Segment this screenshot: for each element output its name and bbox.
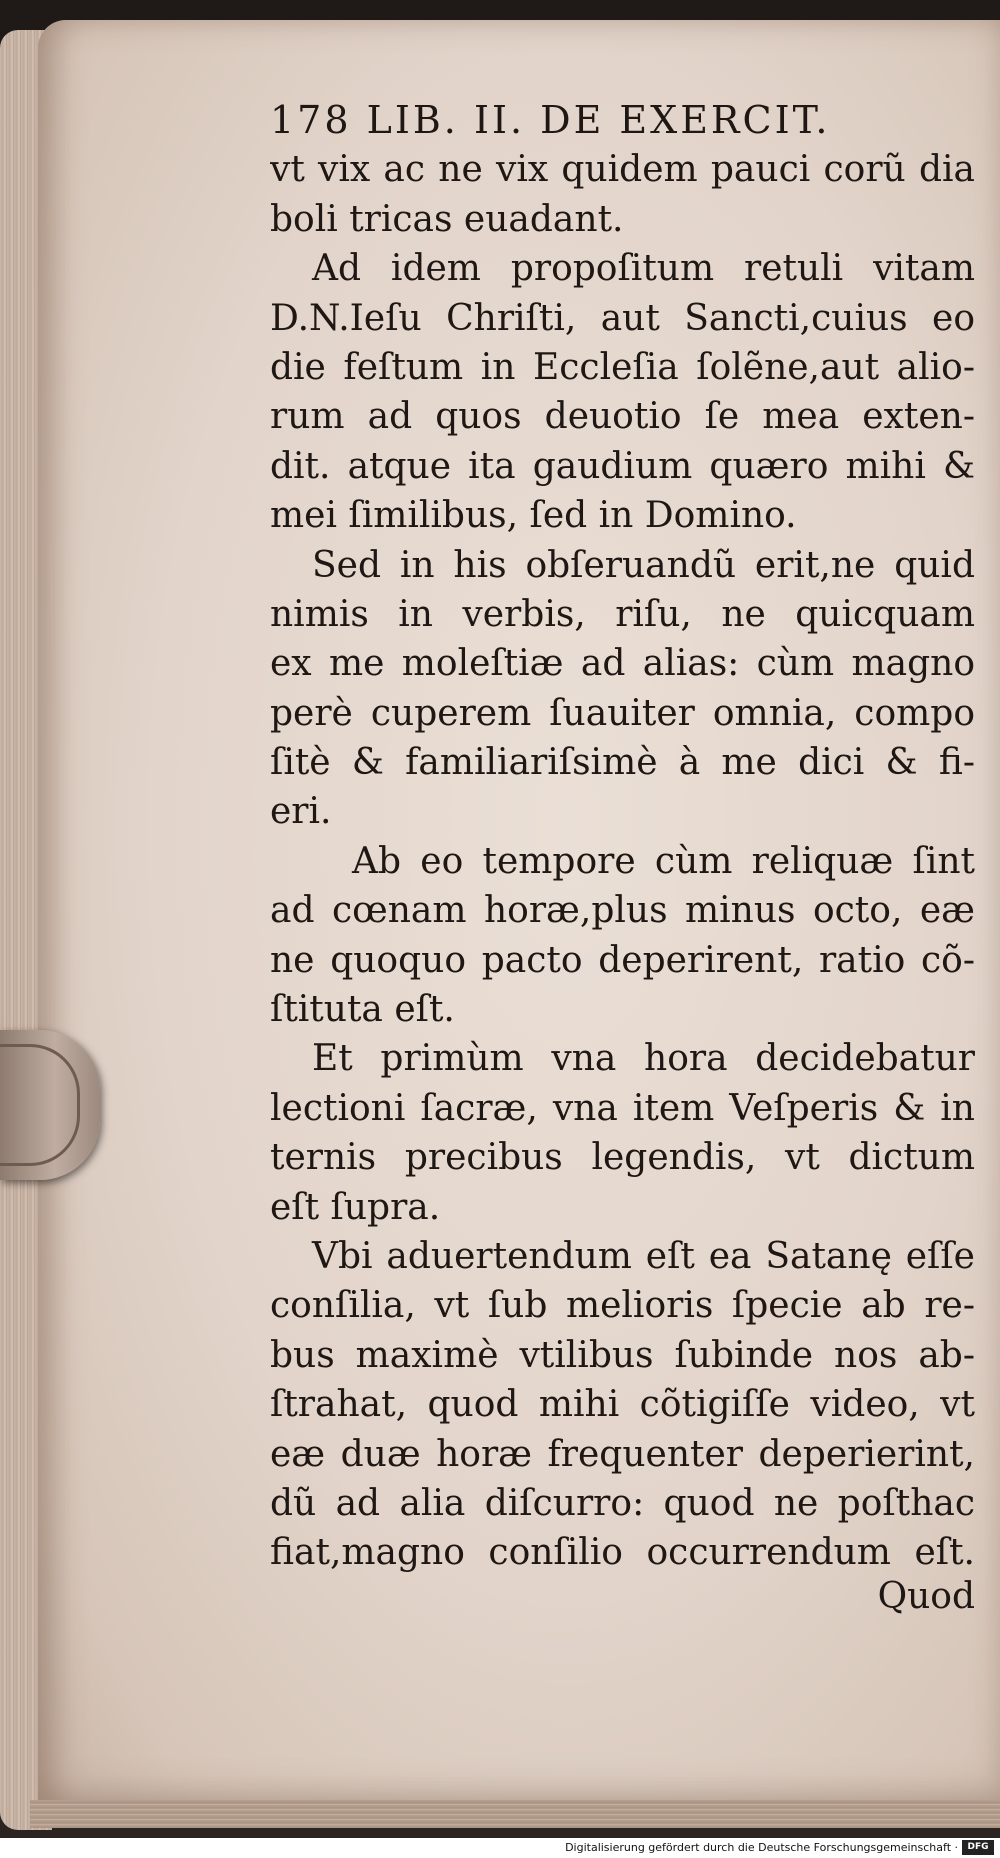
- text-line: die feſtum in Eccleſia ſolẽne,aut alio-: [270, 346, 975, 388]
- text-line: mei ſimilibus, ſed in Domino.: [270, 495, 797, 537]
- text-line: eæ duæ horæ frequenter deperierint,: [270, 1433, 975, 1475]
- text-line: ſtrahat, quod mihi cõtigiſſe video, vt: [270, 1384, 975, 1426]
- page-text: [270, 96, 975, 1578]
- text-line: fiat,magno conſilio occurrendum eſt.: [270, 1532, 975, 1574]
- text-line: conſilia, vt ſub melioris ſpecie ab re-: [270, 1285, 975, 1327]
- text-line: dit. atque ita gaudium quæro mihi &: [270, 445, 975, 487]
- text-line: ternis precibus legendis, vt dictum: [270, 1137, 975, 1179]
- text-lines: [270, 145, 975, 1577]
- text-line: eri.: [270, 791, 332, 833]
- text-line: Sed in his obſeruandũ erit,ne quid: [312, 544, 975, 586]
- text-line: dũ ad alia diſcurro: quod ne poſthac: [270, 1482, 975, 1524]
- text-line: ad cœnam horæ,plus minus octo, eæ: [270, 890, 975, 932]
- text-line: lectioni ſacræ, vna item Veſperis & in: [270, 1087, 975, 1129]
- dfg-logo: DFG: [962, 1840, 994, 1855]
- text-line: ne quoquo pacto deperirent, ratio cõ-: [270, 939, 975, 981]
- catchword: Quod: [877, 1576, 975, 1617]
- text-line: bus maximè vtilibus ſubinde nos ab-: [270, 1334, 975, 1376]
- text-line: vt vix ac ne vix quidem pauci corũ dia: [270, 149, 975, 191]
- page-clip-loop: [0, 1044, 80, 1166]
- text-line: ſtituta eſt.: [270, 989, 455, 1031]
- text-line: rum ad quos deuotio ſe mea exten-: [270, 396, 975, 438]
- text-line: ex me moleſtiæ ad alias: cùm magno: [270, 643, 975, 685]
- text-line: Vbi aduertendum eſt ea Satanę eſſe: [312, 1235, 975, 1277]
- text-line: Ab eo tempore cùm reliquæ ſint: [352, 840, 975, 882]
- text-line: boli tricas euadant.: [270, 198, 624, 240]
- running-head: 178 LIB. II. DE EXERCIT.: [270, 98, 831, 142]
- text-line: Et primùm vna hora decidebatur: [312, 1038, 975, 1080]
- text-line: eſt ſupra.: [270, 1186, 441, 1228]
- text-line: Ad idem propoſitum retuli vitam: [312, 248, 975, 290]
- text-line: perè cuperem ſuauiter omnia, compo: [270, 692, 975, 734]
- digitization-credit: Digitalisierung gefördert durch die Deutsche Forschungsgemeinschaft ·: [565, 1841, 958, 1854]
- text-line: ſitè & familiariſsimè à me dici & fi-: [270, 742, 975, 784]
- text-line: D.N.Ieſu Chriſti, aut Sancti,cuius eo: [270, 297, 975, 339]
- book-bottom-edge: [30, 1800, 1000, 1828]
- text-line: nimis in verbis, riſu, ne quicquam: [270, 593, 975, 635]
